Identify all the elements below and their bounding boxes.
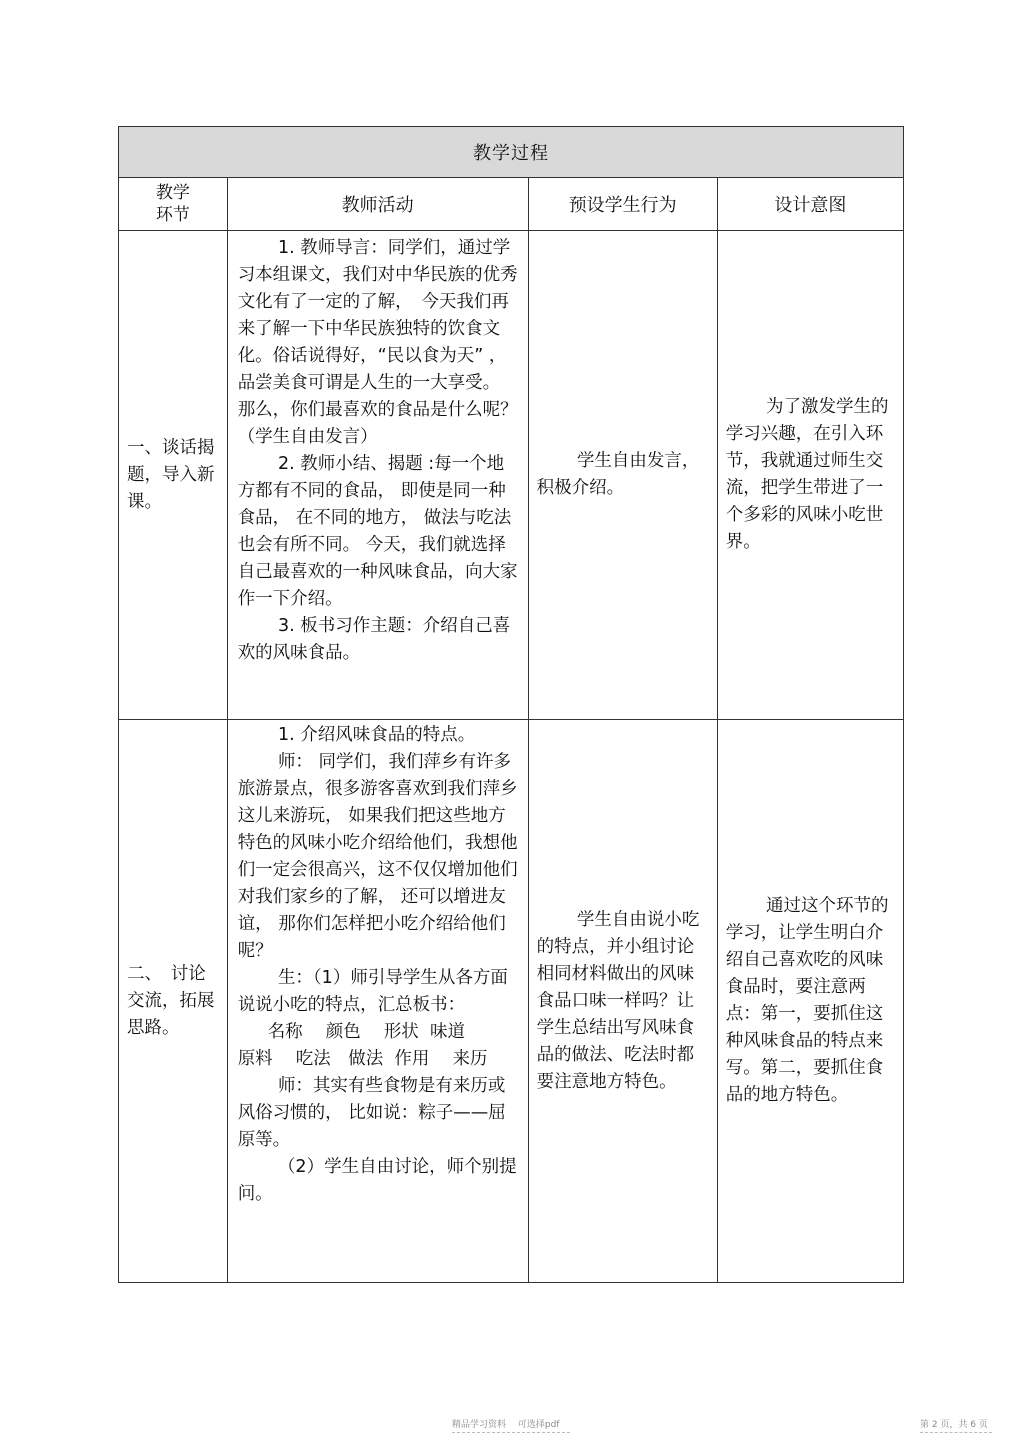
student-behavior-cell <box>528 231 717 720</box>
design-intent-cell <box>717 231 903 720</box>
design-text: 通过这个环节的学习，让学生明白介绍自己喜欢吃的风味食品时，要注意两点：第一，要抓住这种风味食品的特点来写。第二，要抓住食品的地方特色。 <box>725 896 889 1105</box>
student-text: 学生自由发言，积极介绍。 <box>536 451 700 498</box>
teacher-paragraph: 3. 板书习作主题：介绍自己喜欢的风味食品。 <box>237 616 511 663</box>
teacher-paragraph: 2. 教师小结、揭题 :每一个地方都有不同的食品， 即使是同一种食品， 在不同的地方， 做法与吃法也会有所不同。 今天，我们就选择自己最喜欢的一种风味食品，向大家作一下介绍。 <box>237 454 518 609</box>
table-row <box>119 231 904 720</box>
teacher-paragraph: 1. 介绍风味食品的特点。 <box>277 725 476 745</box>
header-teacher: 教师活动 <box>227 178 528 231</box>
student-behavior-cell <box>528 720 717 1283</box>
stage-cell <box>119 231 228 720</box>
stage-text: 一、谈话揭题，导入新课。 <box>127 437 215 512</box>
footer-divider <box>920 1432 992 1433</box>
teacher-paragraph: （2）学生自由讨论，师个别提问。 <box>237 1157 517 1204</box>
header-student: 预设学生行为 <box>528 178 717 231</box>
footer-page-number: 第 2 页，共 6 页 <box>920 1420 988 1430</box>
student-text: 学生自由说小吃的特点，并小组讨论相同材料做出的风味食品口味一样吗？让学生总结出写风味食品的做法、吃法时都要注意地方特色。 <box>536 909 700 1092</box>
design-intent-cell <box>717 720 903 1283</box>
teacher-paragraph: 1. 教师导言：同学们，通过学习本组课文，我们对中华民族的优秀文化有了一定的了解， 今天我们再来了解一下中华民族独特的饮食文化。俗话说得好，“民以食为天” ，品尝美食可谓是人生的一大享受。 那么，你们最喜欢的食品是什么呢？ （学生自由发言） <box>237 238 518 447</box>
teacher-paragraph: 师： 同学们，我们萍乡有许多旅游景点，很多游客喜欢到我们萍乡这儿来游玩， 如果我们把这些地方特色的风味小吃介绍给他们，我想他们一定会很高兴，这不仅仅增加他们对我们家乡的了解， 还可以增进友谊， 那你们怎样把小吃介绍给他们呢？ <box>237 752 518 961</box>
design-text: 为了激发学生的学习兴趣，在引入环节，我就通过师生交流，把学生带进了一个多彩的风味小吃世界。 <box>725 397 889 552</box>
stage-cell <box>119 720 228 1283</box>
header-stage-line-1: 教学 <box>155 183 190 203</box>
teacher-activity-cell <box>227 720 528 1283</box>
footer-divider <box>452 1432 570 1433</box>
teacher-paragraph: 师：其实有些食物是有来历或风俗习惯的， 比如说：粽子——屈原等。 <box>237 1076 506 1150</box>
lesson-process-table <box>118 126 904 1283</box>
board-line: 名称 颜色 形状 味道 <box>267 1022 465 1042</box>
footer-source-note: 精品学习资料 可选择pdf <box>452 1420 560 1430</box>
table-row <box>119 720 904 1283</box>
header-stage <box>119 178 228 231</box>
teacher-paragraph: 生：（1）师引导学生从各方面说说小吃的特点，汇总板书： <box>237 968 508 1015</box>
header-design: 设计意图 <box>717 178 903 231</box>
header-stage-line-2: 环节 <box>155 205 190 225</box>
teacher-activity-cell <box>227 231 528 720</box>
table-title: 教学过程 <box>119 127 904 178</box>
board-line: 原料 吃法 做法 作用 来历 <box>237 1049 488 1069</box>
stage-text: 二、 讨论交流，拓展思路。 <box>127 963 215 1038</box>
